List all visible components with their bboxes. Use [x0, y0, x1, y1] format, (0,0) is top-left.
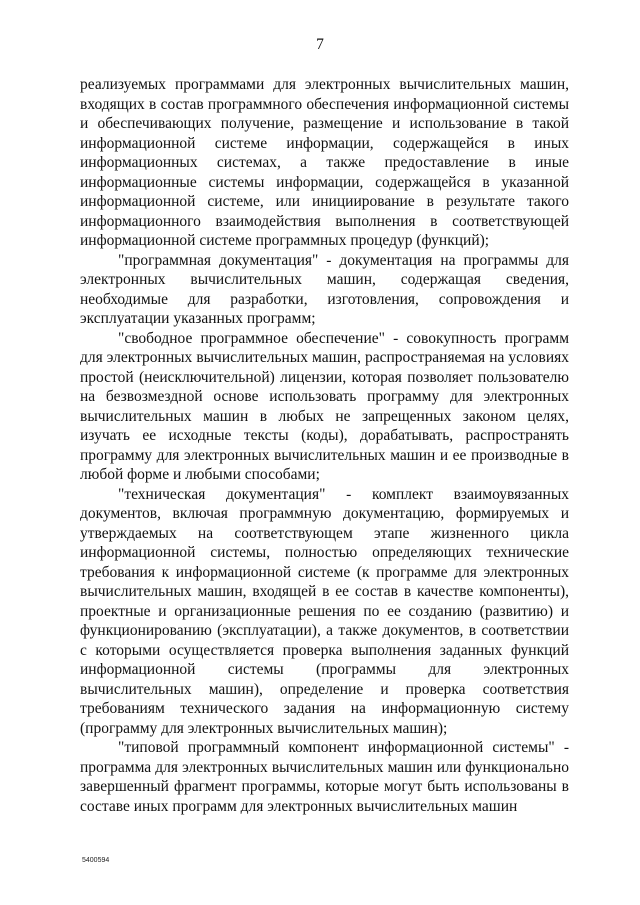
paragraph-typical-software-component: "типовой программный компонент информационной системы" - программа для электронных вычислительных машин или функционально завершенный фрагмент программы, которые могут быть использованы в составе иных программ для электронных вычислительных машин	[80, 739, 569, 815]
paragraph-technical-documentation: "техническая документация" - комплект взаимоувязанных документов, включая программную документацию, формируемых и утверждаемых на соответствующем этапе жизненного цикла информационной системы, полностью определяющих технические требования к информационной системе (к программе для электронных вычислительных машин, входящей в ее состав в качестве компоненты), проектные и организационные решения по ее созданию (развитию) и функционированию (эксплуатации), а также документов, в соответствии с которыми осуществляется проверка выполнения заданных функций информационной системы (программы для электронных вычислительных машин), определение и проверка соответствия требованиям технического задания на информационную систему (программу для электронных вычислительных машин);	[80, 485, 569, 737]
page-number: 7	[316, 36, 324, 53]
paragraph-software-documentation: "программная документация" - документация на программы для электронных вычислительных машин, содержащая сведения, необходимые для разработки, изготовления, сопровождения и эксплуатации указанных программ;	[80, 251, 569, 327]
paragraph-free-software: "свободное программное обеспечение" - совокупность программ для электронных вычислительных машин, распространяемая на условиях простой (неисключительной) лицензии, которая позволяет пользователю на безвозмездной основе использовать программу для электронных вычислительных машин в любых не запрещенных законом целях, изучать ее исходные тексты (коды), дорабатывать, распространять программу для электронных вычислительных машин и ее производные в любой форме и любыми способами;	[80, 329, 569, 483]
paragraph-continuation: реализуемых программами для электронных вычислительных машин, входящих в состав программного обеспечения информационной системы и обеспечивающих получение, размещение и использование в такой информационной системе информации, содержащейся в иных информационных системах, а также предоставление в иные информационные системы информации, содержащейся в указанной информационной системе, или инициирование в результате такого информационного взаимодействия выполнения в соответствующей информационной системе программных процедур (функций);	[80, 76, 569, 249]
document-body	[80, 75, 569, 816]
document-footer-code: 5400594	[82, 857, 110, 864]
